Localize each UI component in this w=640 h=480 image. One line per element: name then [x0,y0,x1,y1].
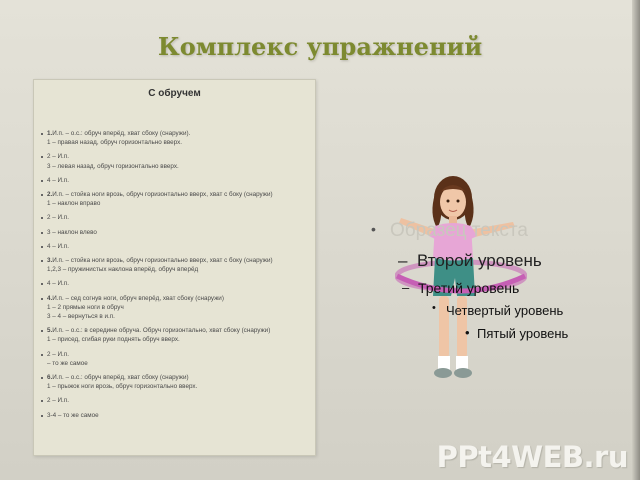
bullet-dash-icon: – [398,251,408,270]
outline-level-3 [402,280,520,296]
exercise-item [43,242,308,251]
outline-level-1 [371,220,528,242]
exercise-text: 3-4 – то же самое [47,411,99,419]
outline-level-4 [432,302,564,318]
bullet-dot-icon: • [371,221,376,237]
exercise-text: 2 – И.п. [47,214,69,222]
exercise-text: 4 – И.п. [47,176,69,184]
exercise-item [43,396,308,405]
outline-level-2 [398,251,542,271]
exercise-number: 3. [47,257,53,265]
exercise-text: И.п. – о.с.: обруч вперёд, хват сбоку (снаружи) 1 – прыжок ноги врозь, обруч горизонтально вверх. [47,374,198,391]
exercise-text: 2 – И.п. [47,397,69,405]
exercise-item [43,129,308,147]
outline-level-1-text: Образец текста [390,220,528,241]
exercise-number: 4. [47,294,53,302]
exercise-text: 2 – И.п. 3 – левая назад, обруч горизонтально вверх. [47,153,179,170]
exercise-item [43,279,308,288]
exercise-item [43,213,308,222]
card-title: С обручем [148,88,201,99]
exercise-item [43,350,308,368]
outline-level-3-text: Третий уровень [418,280,520,296]
exercise-item [43,176,308,185]
exercise-number: 1. [47,130,53,137]
bullet-dot-icon: • [465,325,470,340]
outline-level-5 [465,325,569,341]
exercise-item [43,411,308,420]
outline-level-5-text: Пятый уровень [477,326,569,341]
exercise-list [43,129,308,425]
exercise-item [43,256,308,274]
site-watermark: PPt4WEB.ru [436,440,628,474]
exercise-item [43,152,308,170]
outline-level-4-text: Четвертый уровень [446,303,564,318]
outline-level-2-text: Второй уровень [417,251,542,270]
exercise-number: 2. [47,191,53,199]
exercise-text: И.п. – стойка ноги врозь, обруч горизонтально вверх, хват с боку (снаружи) 1 – наклон вправо [47,191,273,208]
exercise-item [43,326,308,344]
exercise-text: И.п. – о.с.: в середине обруча. Обруч горизонтально, хват сбоку (снаружи) 1 – присед, сгибая руки поднять обруч вверх. [47,327,271,344]
exercise-text: 3 – наклон влево [47,228,97,236]
bullet-dash-icon: – [402,280,410,295]
slide-edge-shadow [632,0,640,480]
exercise-number: 6. [47,374,53,382]
exercise-text: И.п. – сед согнув ноги, обруч вперёд, хват сбоку (снаружи) 1 – 2 прямые ноги в обруч 3 – 4 – вернуться в и.п. [47,294,224,321]
exercise-item [43,190,308,208]
exercise-item [43,228,308,237]
exercise-text: 4 – И.п. [47,280,69,288]
exercise-item [43,294,308,322]
exercise-text: И.п. – стойка ноги врозь, обруч горизонтально вверх, хват с боку (снаружи) 1,2,3 – пружинистых наклона вперёд, обруч вперёд [47,257,273,274]
exercise-text: 2 – И.п. – то же самое [47,350,88,367]
exercise-item [43,373,308,391]
bullet-dot-icon: • [432,302,436,314]
exercise-text: И.п. – о.с.: обруч вперёд, хват сбоку (снаружи). 1 – правая назад, обруч горизонтально вверх. [47,130,191,147]
exercise-card [33,79,316,456]
placeholder-outline [360,215,620,355]
exercise-number: 5. [47,327,53,335]
exercise-text: 4 – И.п. [47,242,69,250]
slide-title: Комплекс упражнений [157,32,483,61]
